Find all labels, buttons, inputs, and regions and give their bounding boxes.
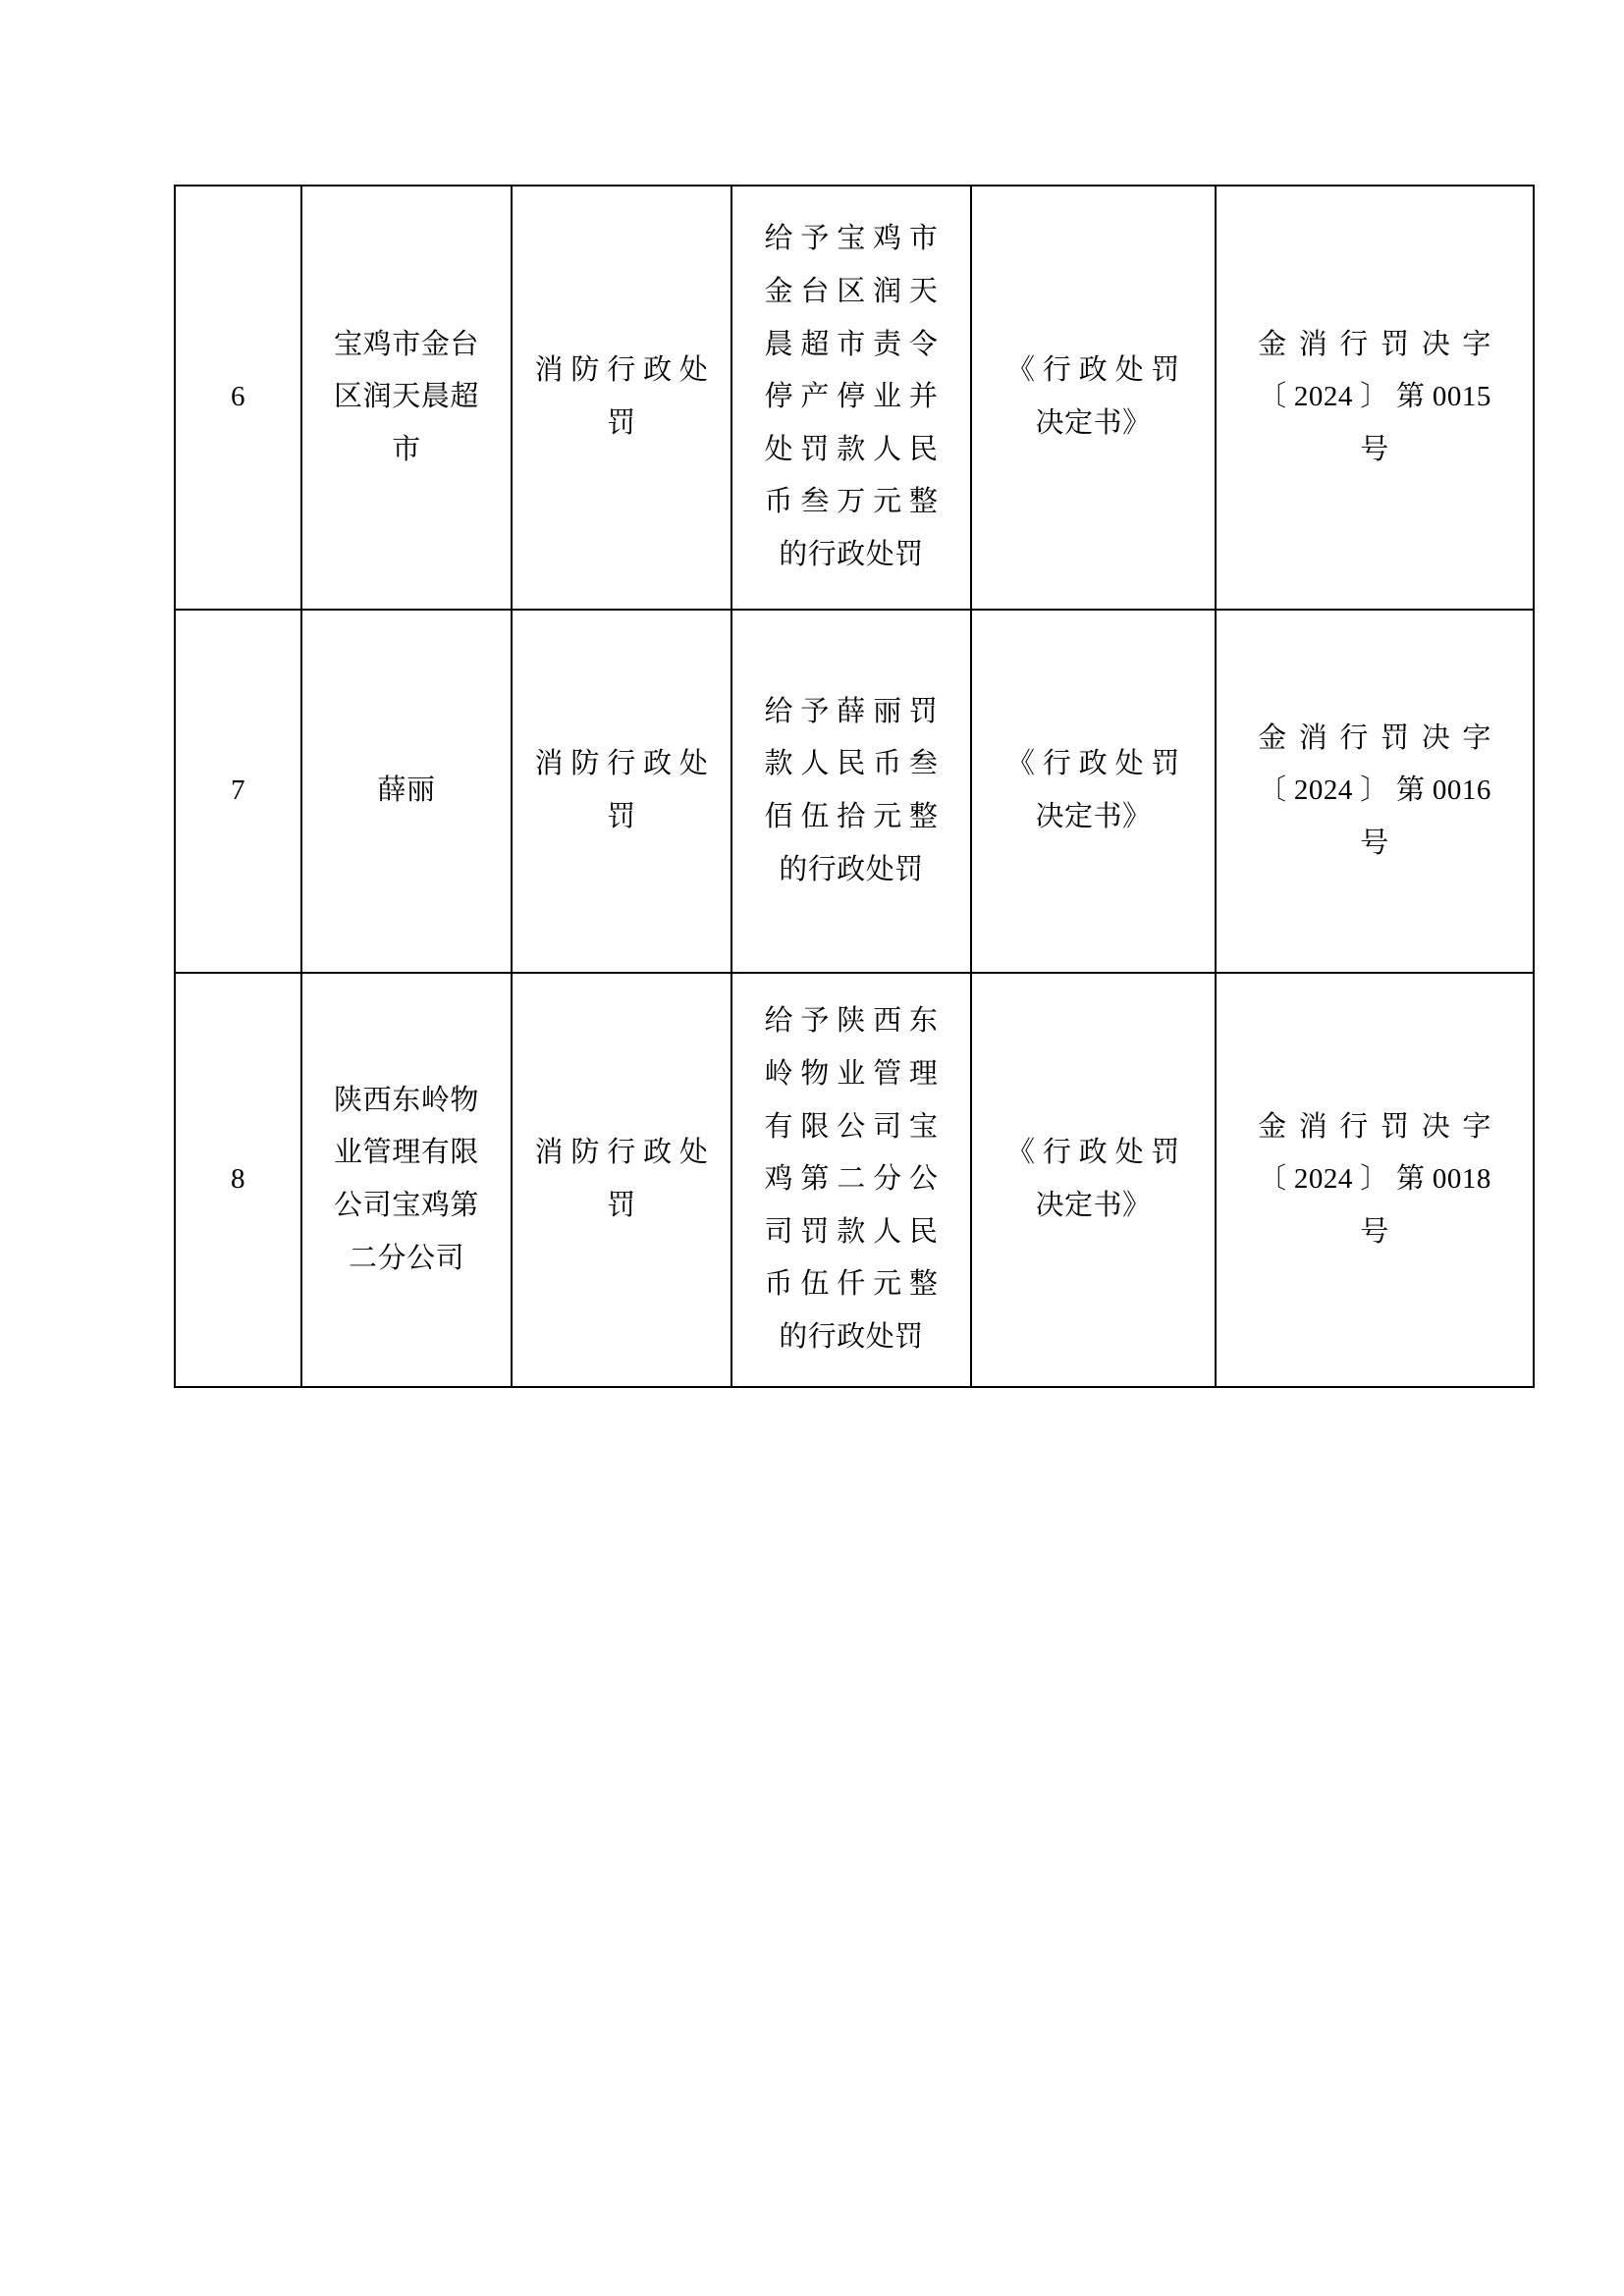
row-subject	[301, 186, 512, 610]
row-content-text: 给予薛丽罚款人民币叁佰伍拾元整的行政处罚	[764, 695, 939, 885]
table-row	[175, 186, 1534, 610]
row-type-text: 消防行政处罚	[534, 354, 709, 439]
row-type-text: 消防行政处罚	[534, 748, 709, 832]
row-doc-kind	[971, 186, 1216, 610]
row-doc-kind	[971, 610, 1216, 973]
row-index: 7	[175, 610, 301, 973]
row-doc-number	[1216, 186, 1534, 610]
row-content	[731, 186, 971, 610]
row-subject-text: 宝鸡市金台区润天晨超市	[334, 328, 479, 465]
row-type	[512, 973, 731, 1387]
row-subject-text: 陕西东岭物业管理有限公司宝鸡第二分公司	[334, 1084, 479, 1274]
row-subject	[301, 973, 512, 1387]
row-index: 6	[175, 186, 301, 610]
row-subject-text: 薛丽	[377, 774, 436, 807]
row-index: 8	[175, 973, 301, 1387]
table-row	[175, 973, 1534, 1387]
row-doc-kind-text: 《行政处罚决定书》	[1006, 354, 1180, 439]
row-doc-kind	[971, 973, 1216, 1387]
penalty-decision-table	[174, 185, 1535, 1388]
row-type-text: 消防行政处罚	[534, 1137, 709, 1221]
row-content-text: 给予陕西东岭物业管理有限公司宝鸡第二分公司罚款人民币伍仟元整的行政处罚	[764, 1005, 939, 1354]
table-row	[175, 610, 1534, 973]
row-doc-kind-text: 《行政处罚决定书》	[1006, 748, 1180, 832]
row-doc-number	[1216, 973, 1534, 1387]
row-doc-number-text: 金消行罚决字〔2024〕第0015号	[1258, 328, 1491, 465]
row-type	[512, 186, 731, 610]
row-type	[512, 610, 731, 973]
row-content	[731, 610, 971, 973]
row-content	[731, 973, 971, 1387]
row-doc-number-text: 金消行罚决字〔2024〕第0018号	[1258, 1110, 1491, 1248]
row-doc-number	[1216, 610, 1534, 973]
row-subject	[301, 610, 512, 973]
row-doc-number-text: 金消行罚决字〔2024〕第0016号	[1258, 721, 1491, 859]
row-doc-kind-text: 《行政处罚决定书》	[1006, 1137, 1180, 1221]
row-content-text: 给予宝鸡市金台区润天晨超市责令停产停业并处罚款人民币叁万元整的行政处罚	[764, 223, 939, 571]
